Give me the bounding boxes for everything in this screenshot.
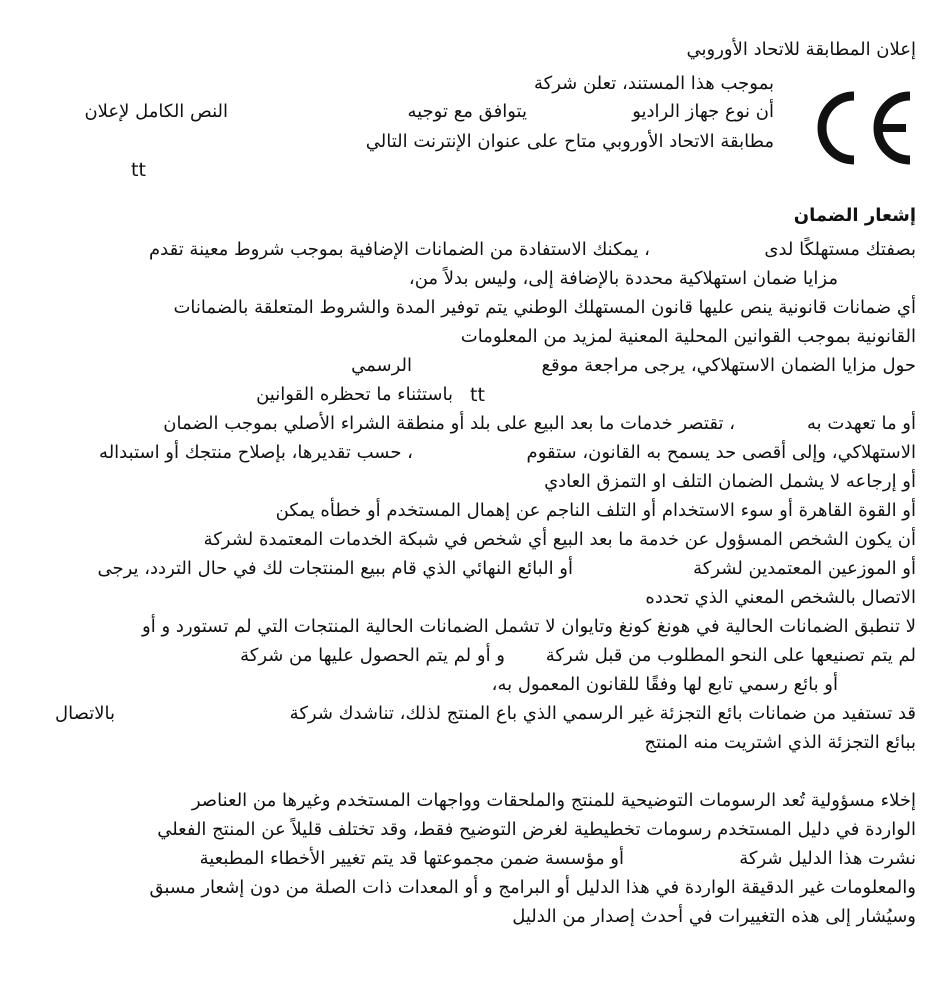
warranty-line-17a: قد تستفيد من ضمانات بائع التجزئة غير الرسمي الذي باع المنتج لذلك، تناشدك شركة xyxy=(289,703,916,724)
warranty-line-9: أو إرجاعه لا يشمل الضمان التلف او التمزق العادي xyxy=(544,471,916,492)
conformity-line-2c: النص الكامل لإعلان xyxy=(84,101,228,122)
warranty-line-3: أي ضمانات قانونية ينص عليها قانون المستهلك الوطني يتم توفير المدة والشروط المتعلقة بالضمانات xyxy=(173,297,916,318)
warranty-line-1a: بصفتك مستهلكًا لدى xyxy=(764,239,916,260)
warranty-line-16: أو بائع رسمي تابع لها وفقًا للقانون المعمول به، xyxy=(491,674,838,695)
warranty-line-1b: ، يمكنك الاستفادة من الضمانات الإضافية بموجب شروط معينة تقدم xyxy=(149,239,650,260)
conformity-line-3: مطابقة الاتحاد الأوروبي متاح على عنوان الإنترنت التالي xyxy=(365,131,774,152)
conformity-title: إعلان المطابقة للاتحاد الأوروبي xyxy=(686,39,916,60)
placeholder-tt: tt xyxy=(131,159,146,181)
warranty-line-7a: أو ما تعهدت به xyxy=(806,413,916,434)
disclaimer-line-4: والمعلومات غير الدقيقة الواردة في هذا الدليل أو البرامج و أو المعدات ذات الصلة من دون إشعار مسبق xyxy=(149,877,916,898)
warranty-line-5a: حول مزايا الضمان الاستهلاكي، يرجى مراجعة موقع xyxy=(541,355,916,376)
warranty-title: إشعار الضمان xyxy=(793,205,916,226)
disclaimer-line-5: وسيُشار إلى هذه التغييرات في أحدث إصدار من الدليل xyxy=(512,906,916,927)
warranty-line-14: لا تنطبق الضمانات الحالية في هونغ كونغ وتايوان لا تشمل الضمانات الحالية المنتجات التي لم تستورد و أو xyxy=(142,616,916,637)
warranty-line-11: أن يكون الشخص المسؤول عن خدمة ما بعد البيع أي شخص في شبكة الخدمات المعتمدة لشركة xyxy=(203,529,916,550)
warranty-line-8a: الاستهلاكي، وإلى أقصى حد يسمح به القانون، ستقوم xyxy=(526,442,916,463)
placeholder-tt-2: tt xyxy=(470,384,485,406)
warranty-line-6: باستثناء ما تحظره القوانين xyxy=(256,384,453,405)
ce-mark-logo xyxy=(806,88,918,168)
conformity-line-2a: أن نوع جهاز الراديو xyxy=(632,101,774,122)
disclaimer-line-1: إخلاء مسؤولية تُعد الرسومات التوضيحية للمنتج والملحقات وواجهات المستخدم وغيرها من العناصر xyxy=(191,790,916,811)
disclaimer-line-3a: نشرت هذا الدليل شركة xyxy=(739,848,916,869)
warranty-line-18: ببائع التجزئة الذي اشتريت منه المنتج xyxy=(644,732,916,753)
warranty-line-17b: بالاتصال xyxy=(55,703,115,724)
warranty-line-13: الاتصال بالشخص المعني الذي تحدده xyxy=(645,587,916,608)
warranty-line-15a: لم يتم تصنيعها على النحو المطلوب من قبل شركة xyxy=(545,645,916,666)
conformity-line-1: بموجب هذا المستند، تعلن شركة xyxy=(533,73,774,94)
warranty-line-10: أو القوة القاهرة أو سوء الاستخدام أو التلف الناجم عن إهمال المستخدم أو خطأه يمكن xyxy=(275,500,916,521)
warranty-line-12b: أو البائع النهائي الذي قام ببيع المنتجات لك في حال التردد، يرجى xyxy=(97,558,573,579)
warranty-line-8b: ، حسب تقديرها، بإصلاح منتجك أو استبداله xyxy=(99,442,413,463)
warranty-line-4: القانونية بموجب القوانين المحلية المعنية لمزيد من المعلومات xyxy=(460,326,916,347)
warranty-line-7b: ، تقتصر خدمات ما بعد البيع على بلد أو منطقة الشراء الأصلي بموجب الضمان xyxy=(163,413,735,434)
conformity-line-2b: يتوافق مع توجيه xyxy=(407,101,527,122)
disclaimer-line-3b: أو مؤسسة ضمن مجموعتها قد يتم تغيير الأخطاء المطبعية xyxy=(199,848,624,869)
warranty-line-15b: و أو لم يتم الحصول عليها من شركة xyxy=(240,645,505,666)
warranty-line-5b: الرسمي xyxy=(351,355,412,376)
disclaimer-line-2: الواردة في دليل المستخدم رسومات تخطيطية لغرض التوضيح فقط، وقد تختلف قليلاً عن المنتج الفعلي xyxy=(157,819,916,840)
warranty-line-12a: أو الموزعين المعتمدين لشركة xyxy=(693,558,916,579)
warranty-line-2: مزايا ضمان استهلاكية محددة بالإضافة إلى، وليس بدلاً من، xyxy=(408,268,838,289)
